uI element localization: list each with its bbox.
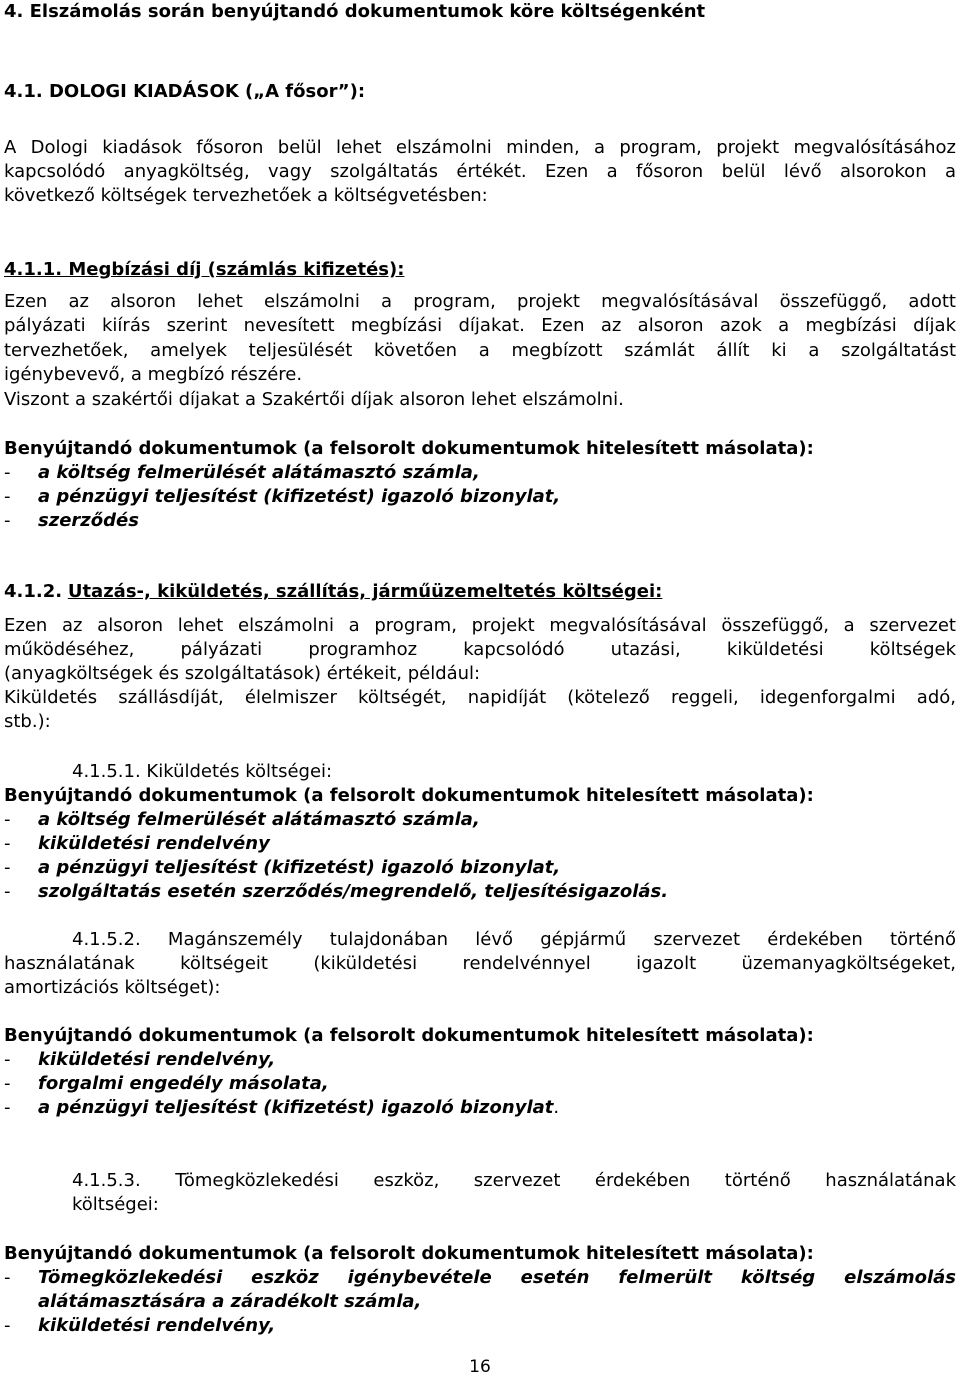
documents-heading: Benyújtandó dokumentumok (a felsorolt dokumentumok hitelesített másolata): <box>4 1243 814 1264</box>
paragraph-line: amortizációs költséget): <box>4 977 221 998</box>
section-title: 4. Elszámolás során benyújtandó dokumentumok köre költségenként <box>4 1 706 22</box>
document-list-item: - a pénzügyi teljesítést (kifizetést) igazoló bizonylat. <box>4 1097 560 1118</box>
document-list-item: - a költség felmerülését alátámasztó számla, <box>4 462 480 483</box>
documents-heading: Benyújtandó dokumentumok (a felsorolt dokumentumok hitelesített másolata): <box>4 438 814 459</box>
document-list-item: - szerződés <box>4 510 139 531</box>
document-list-item: - a pénzügyi teljesítést (kifizetést) igazoló bizonylat, <box>4 857 561 878</box>
paragraph-line: (anyagköltségek és szolgáltatások) értékeit, például: <box>4 663 481 684</box>
paragraph-line: Kiküldetés szállásdíját, élelmiszer költségét, napidíját (kötelező reggeli, idegenforgalmi adó, <box>4 687 956 708</box>
paragraph-line: kapcsolódó anyagköltség, vagy szolgáltatás értékét. Ezen a fősoron belül lévő alsorokon a <box>4 161 956 182</box>
document-list-item: - a költség felmerülését alátámasztó számla, <box>4 809 480 830</box>
document-list-item: - forgalmi engedély másolata, <box>4 1073 329 1094</box>
subsection-4-1-5-1-title: 4.1.5.1. Kiküldetés költségei: <box>72 761 333 782</box>
subsection-4-1-5-2-title: 4.1.5.2. Magánszemély tulajdonában lévő gépjármű szervezet érdekében történő <box>72 929 956 950</box>
paragraph-line: pályázati kiírás szerint nevesített megbízási díjakat. Ezen az alsoron azok a megbízási díjak <box>4 315 956 336</box>
paragraph-line: működéséhez, pályázati programhoz kapcsolódó utazási, kiküldetési költségek <box>4 639 956 660</box>
paragraph-line: igénybevevő, a megbízó részére. <box>4 364 303 385</box>
subsection-4-1-title: 4.1. DOLOGI KIADÁSOK („A fősor”): <box>4 81 366 102</box>
document-list-item: - kiküldetési rendelvény, <box>4 1315 276 1336</box>
paragraph-line: költségei: <box>72 1194 159 1215</box>
paragraph-line: Ezen az alsoron lehet elszámolni a program, projekt megvalósításával összefüggő, adott <box>4 291 956 312</box>
page-number: 16 <box>469 1357 491 1377</box>
subsection-4-1-5-3-title: 4.1.5.3. Tömegközlekedési eszköz, szervezet érdekében történő használatának <box>72 1170 956 1191</box>
document-list-item: - kiküldetési rendelvény <box>4 833 270 854</box>
paragraph-line: tervezhetőek, amelyek teljesülését követően a megbízott számlát állít ki a szolgáltatást <box>4 340 956 361</box>
paragraph-line: A Dologi kiadások fősoron belül lehet elszámolni minden, a program, projekt megvalósításához <box>4 137 956 158</box>
document-list-item: - kiküldetési rendelvény, <box>4 1049 276 1070</box>
paragraph-line: használatának költségeit (kiküldetési rendelvénnyel igazolt üzemanyagköltségeket, <box>4 953 956 974</box>
documents-heading: Benyújtandó dokumentumok (a felsorolt dokumentumok hitelesített másolata): <box>4 785 814 806</box>
document-list-item: - Tömegközlekedési eszköz igénybevétele esetén felmerült költség elszámolás <box>4 1267 956 1288</box>
document-list-item: - a pénzügyi teljesítést (kifizetést) igazoló bizonylat, <box>4 486 561 507</box>
paragraph-line: Ezen az alsoron lehet elszámolni a program, projekt megvalósításával összefüggő, a szervezet <box>4 615 956 636</box>
document-list-item-continued: alátámasztására a záradékolt számla, <box>38 1291 422 1312</box>
subsection-4-1-1-title: 4.1.1. Megbízási díj (számlás kifizetés): <box>4 259 405 280</box>
paragraph-line: következő költségek tervezhetőek a költségvetésben: <box>4 185 488 206</box>
subsection-4-1-2-title: 4.1.2. Utazás-, kiküldetés, szállítás, járműüzemeltetés költségei: <box>4 581 663 602</box>
paragraph-line: stb.): <box>4 711 51 732</box>
documents-heading: Benyújtandó dokumentumok (a felsorolt dokumentumok hitelesített másolata): <box>4 1025 814 1046</box>
paragraph-line: Viszont a szakértői díjakat a Szakértői díjak alsoron lehet elszámolni. <box>4 389 624 410</box>
document-list-item: - szolgáltatás esetén szerződés/megrendelő, teljesítésigazolás. <box>4 881 669 902</box>
